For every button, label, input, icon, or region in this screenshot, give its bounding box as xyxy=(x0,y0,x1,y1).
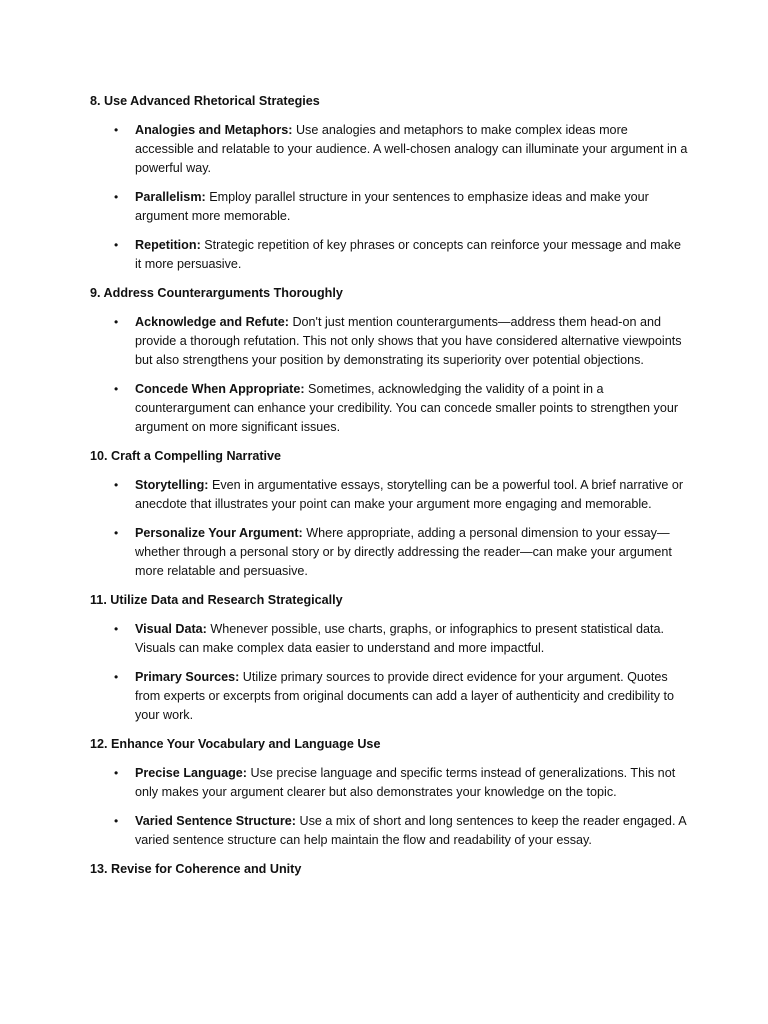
item-term: Primary Sources: xyxy=(135,670,240,684)
bullet-icon: • xyxy=(114,814,119,828)
list-item xyxy=(90,620,690,658)
bullet-icon: • xyxy=(114,478,119,492)
item-term: Acknowledge and Refute: xyxy=(135,315,289,329)
list-item xyxy=(90,121,690,178)
bullet-icon: • xyxy=(114,622,119,636)
item-text: Where appropriate, adding a personal dimension to your essay—whether through a personal story or by directly addressing the reader—can make your argument more relatable and persuasive. xyxy=(135,526,672,578)
bullet-icon: • xyxy=(114,766,119,780)
item-text: Whenever possible, use charts, graphs, or infographics to present statistical data. Visuals can make complex data easier to understand and more impactful. xyxy=(135,622,664,655)
item-text: Employ parallel structure in your sentences to emphasize ideas and make your argument more memorable. xyxy=(135,190,649,223)
list-item xyxy=(90,764,690,802)
bullet-icon: • xyxy=(114,526,119,540)
item-text: Don't just mention counterarguments—address them head-on and provide a thorough refutation. This not only shows that you have considered alternative viewpoints but also strengthens your position by demonstrating its superiority over potential objections. xyxy=(135,315,682,367)
section-heading: 11. Utilize Data and Research Strategically xyxy=(90,593,343,607)
item-text: Sometimes, acknowledging the validity of a point in a counterargument can enhance your credibility. You can concede smaller points to strengthen your argument on more significant issues. xyxy=(135,382,679,434)
document-body xyxy=(90,92,690,889)
bullet-icon: • xyxy=(114,315,119,329)
item-term: Analogies and Metaphors: xyxy=(135,123,293,137)
section xyxy=(90,92,690,274)
item-term: Precise Language: xyxy=(135,766,247,780)
item-term: Storytelling: xyxy=(135,478,209,492)
item-text: Use a mix of short and long sentences to keep the reader engaged. A varied sentence structure can help maintain the flow and readability of your essay. xyxy=(135,814,686,847)
bullet-icon: • xyxy=(114,190,119,204)
item-text: Use precise language and specific terms instead of generalizations. This not only makes your argument clearer but also demonstrates your knowledge on the topic. xyxy=(135,766,676,799)
item-text: Strategic repetition of key phrases or concepts can reinforce your message and make it more persuasive. xyxy=(135,238,681,271)
item-term: Repetition: xyxy=(135,238,201,252)
list-item xyxy=(90,812,690,850)
section-heading: 8. Use Advanced Rhetorical Strategies xyxy=(90,94,320,108)
item-text: Use analogies and metaphors to make complex ideas more accessible and relatable to your audience. A well-chosen analogy can illuminate your argument in a powerful way. xyxy=(135,123,688,175)
bullet-list xyxy=(90,764,690,850)
section xyxy=(90,591,690,725)
section xyxy=(90,447,690,581)
bullet-icon: • xyxy=(114,382,119,396)
list-item xyxy=(90,236,690,274)
bullet-list xyxy=(90,620,690,725)
bullet-list xyxy=(90,121,690,274)
bullet-icon: • xyxy=(114,670,119,684)
section-heading: 10. Craft a Compelling Narrative xyxy=(90,449,282,463)
section xyxy=(90,735,690,850)
list-item xyxy=(90,524,690,581)
list-item xyxy=(90,313,690,370)
section-heading: 12. Enhance Your Vocabulary and Language Use xyxy=(90,737,381,751)
section xyxy=(90,860,690,879)
bullet-list xyxy=(90,476,690,581)
item-term: Parallelism: xyxy=(135,190,206,204)
bullet-icon: • xyxy=(114,238,119,252)
item-term: Visual Data: xyxy=(135,622,207,636)
item-term: Concede When Appropriate: xyxy=(135,382,305,396)
list-item xyxy=(90,380,690,437)
item-text: Even in argumentative essays, storytelling can be a powerful tool. A brief narrative or anecdote that illustrates your point can make your argument more engaging and memorable. xyxy=(135,478,684,511)
item-text: Utilize primary sources to provide direct evidence for your argument. Quotes from experts or excerpts from original documents can add a layer of authenticity and credibility to your work. xyxy=(135,670,674,722)
list-item xyxy=(90,476,690,514)
section-heading: 13. Revise for Coherence and Unity xyxy=(90,862,302,876)
section xyxy=(90,284,690,437)
bullet-icon: • xyxy=(114,123,119,137)
bullet-list xyxy=(90,313,690,437)
section-heading: 9. Address Counterarguments Thoroughly xyxy=(90,286,343,300)
item-term: Personalize Your Argument: xyxy=(135,526,303,540)
list-item xyxy=(90,188,690,226)
item-term: Varied Sentence Structure: xyxy=(135,814,296,828)
list-item xyxy=(90,668,690,725)
